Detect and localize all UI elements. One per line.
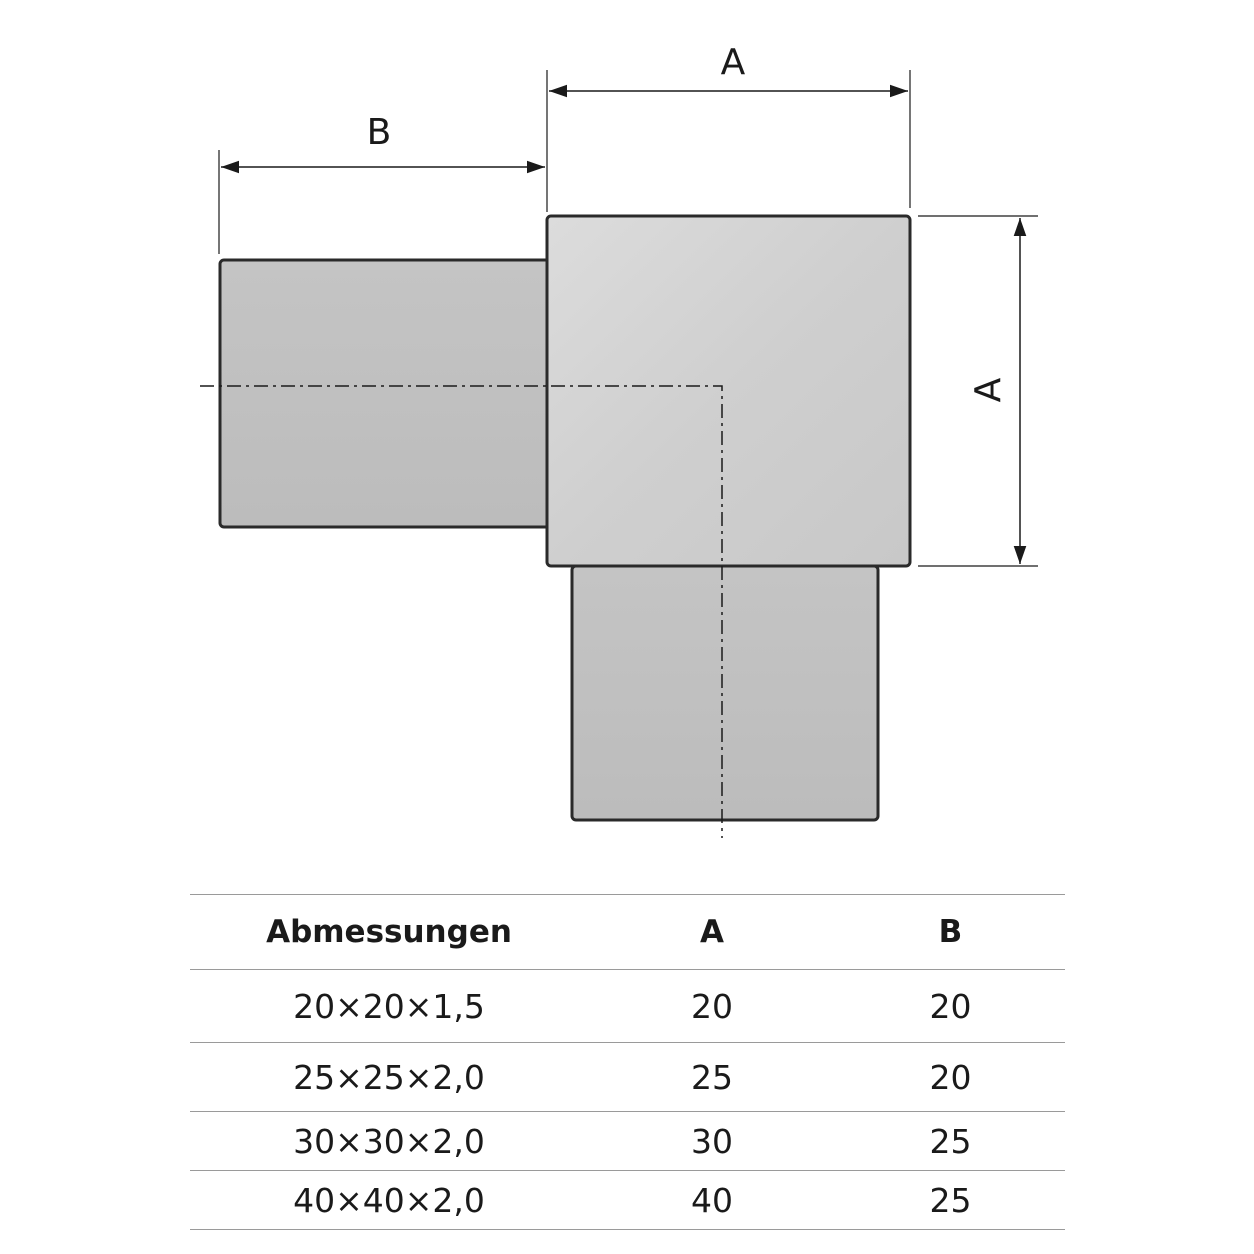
table-row xyxy=(190,969,1065,1042)
cell-a: 25 xyxy=(691,1057,733,1097)
dimensions-table xyxy=(190,894,1065,1230)
cell-b: 25 xyxy=(929,1121,972,1161)
header-a: A xyxy=(700,914,724,950)
cell-a: 30 xyxy=(691,1121,733,1161)
bottom-tube xyxy=(572,566,878,820)
left-tube xyxy=(220,260,550,527)
table-row xyxy=(190,1111,1065,1170)
header-b: B xyxy=(938,914,963,950)
table-row xyxy=(190,1170,1065,1230)
cell-b: 20 xyxy=(929,1057,972,1097)
cell-b: 20 xyxy=(929,986,972,1026)
cell-b: 25 xyxy=(929,1180,972,1220)
dimension-label-a-top: A xyxy=(720,42,746,83)
table-row xyxy=(190,1042,1065,1111)
dimension-label-a-side: A xyxy=(968,377,1009,403)
cell-abmessungen: 25×25×2,0 xyxy=(293,1057,485,1097)
table-header-row xyxy=(190,894,1065,969)
dimension-label-b: B xyxy=(366,112,392,153)
header-abmessungen: Abmessungen xyxy=(266,914,512,950)
connector-block xyxy=(547,216,910,566)
cell-a: 20 xyxy=(691,986,733,1026)
cell-abmessungen: 30×30×2,0 xyxy=(293,1121,485,1161)
cell-abmessungen: 20×20×1,5 xyxy=(293,986,485,1026)
cell-a: 40 xyxy=(691,1180,733,1220)
cell-abmessungen: 40×40×2,0 xyxy=(293,1180,485,1220)
